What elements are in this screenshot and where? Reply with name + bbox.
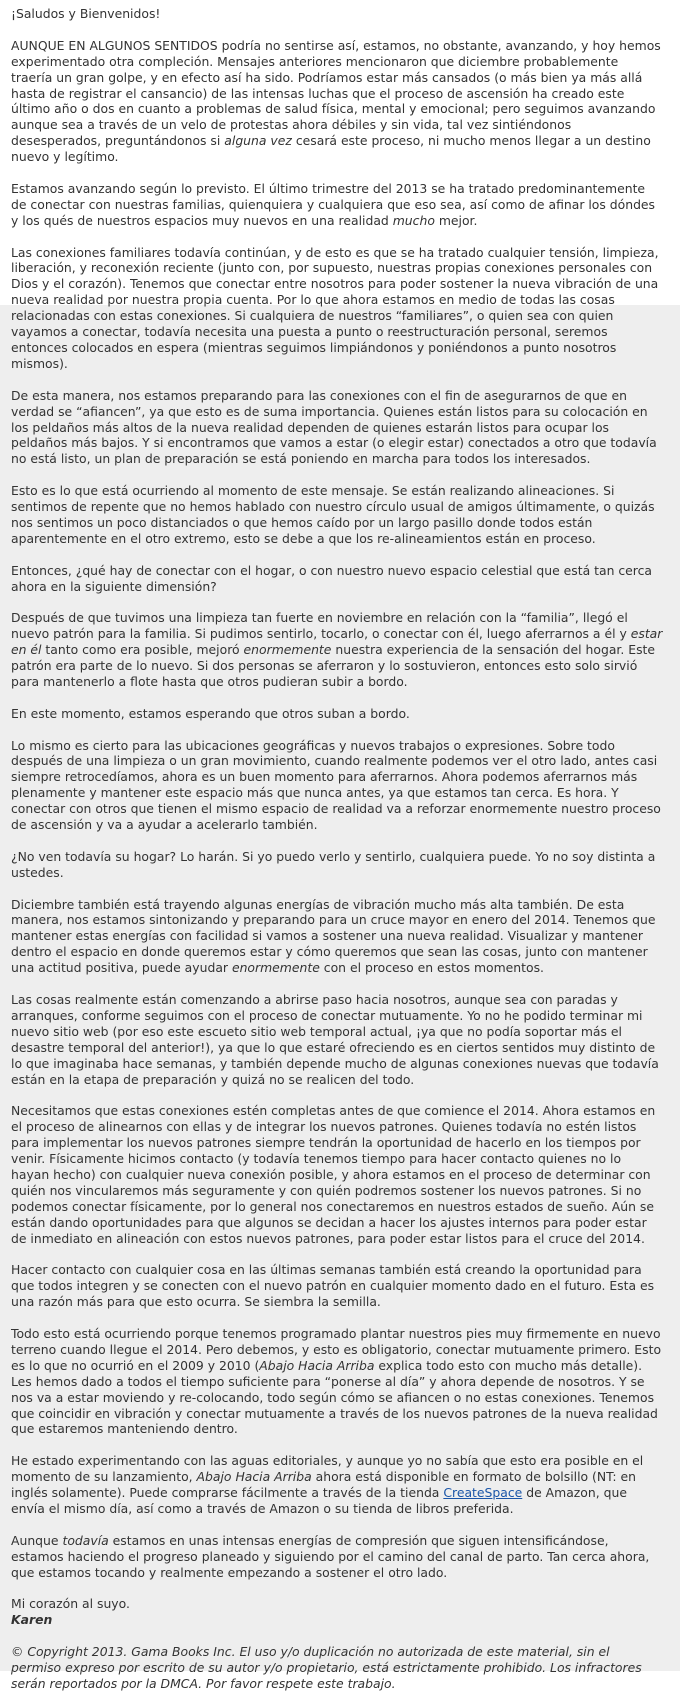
signature: Karen <box>11 1612 53 1628</box>
emphasis: enormemente <box>243 642 332 658</box>
paragraph-10: ¿No ven todavía su hogar? Lo harán. Si yo puedo verlo y sentirlo, cualquiera puede. Yo no soy distinta a ustedes. <box>11 848 656 880</box>
article-body <box>11 6 663 1708</box>
paragraph-3: Las conexiones familiares todavía continúan, y de esto es que se ha tratado cualquier tensión, limpieza, liberación, y reconexión reciente (junto con, por supuesto, nuestras propias conexiones personales con Dios y el corazón). Tenemos que conectar entre nosotros para poder sostener la nueva vibración de una nueva realidad por nuestra propia cuenta. Por lo que ahora estamos en medio de todas las cosas relacionadas con estas conexiones. Si cualquiera de nuestros “familiares”, o quien sea con quien vayamos a conectar, todavía necesita una puesta a punto o reestructuración personal, seremos entonces colocados en espera (mientras seguimos limpiándonos y poniéndonos a punto nosotros mismos). <box>11 244 659 371</box>
copyright-notice: © Copyright 2013. Gama Books Inc. El uso y/o duplicación no autorizada de este material, sin el permiso expreso por escrito de su autor y/o propietario, está estrictamente prohibido. Los infractores serán reportados por la DMCA. Por favor respete este trabajo. <box>11 1644 642 1691</box>
createspace-link[interactable]: CreateSpace <box>443 1485 523 1501</box>
book-title: Abajo Hacia Arriba <box>259 1357 375 1373</box>
closing-block <box>11 1596 663 1628</box>
paragraph-8: En este momento, estamos esperando que otros suban a bordo. <box>11 705 410 721</box>
emphasis: mucho <box>392 212 435 228</box>
paragraph-9: Lo mismo es cierto para las ubicaciones geográficas y nuevos trabajos o expresiones. Sobre todo después de una limpieza o un gran movimiento, cuando realmente podemos ver el otro lado, antes casi siempre retrocedíamos, ahora es un buen momento para aferrarnos. Ahora podemos aferrarnos más plenamente y mantener este espacio más que nunca antes, ya que estamos tan cerca. Es hora. Y conectar con otros que tienen el mismo espacio de realidad va a reforzar enormemente nuestro proceso de ascensión y va a ayudar a acelerarlo también. <box>11 737 661 833</box>
book-title: Abajo Hacia Arriba <box>196 1469 312 1485</box>
paragraph-13: Necesitamos que estas conexiones estén completas antes de que comience el 2014. Ahora estamos en el proceso de alinearnos con ellas y de integrar los nuevos patrones. Quienes todavía no estén listos para implementar los nuevos patrones siempre tendrán la oportunidad de hacerlo en los tiempos por venir. Físicamente hicimos contacto (y todavía tenemos tiempo para hacer contacto quienes no lo hayan hecho) con cualquier nueva conexión posible, y ahora estamos en el proceso de determinar con quién nos vincularemos más seguramente y con quién podremos sostener los nuevos patrones. Si no podemos conectar físicamente, por lo general nos conectaremos en nuestros estados de sueño. Aún se están dando oportunidades para que algunos se decidan a hacer los ajustes internos para poder estar de inmediato en alineación con estos nuevos patrones, para poder estar listos para el cruce del 2014. <box>11 1103 656 1246</box>
emphasis: todavía <box>62 1532 109 1548</box>
paragraph-12: Las cosas realmente están comenzando a abrirse paso hacia nosotros, aunque sea con paradas y arranques, conforme seguimos con el proceso de conectar mutuamente. Yo no he podido terminar mi nuevo sitio web (por eso este escueto sitio web temporal actual, ¡ya que no podía soportar más el desastre temporal del anterior!), ya que lo que estaré ofreciendo es en ciertos sentidos muy distinto de lo que imaginaba hace semanas, y también depende mucho de algunas conexiones nuevas que todavía están en la etapa de preparación y quizá no se realicen del todo. <box>11 992 659 1087</box>
emphasis: enormemente <box>231 960 320 976</box>
paragraph-17: Aunque todavía estamos en unas intensas energías de compresión que siguen intensificándose, estamos haciendo el progreso planeado y siguiendo por el camino del canal de parto. Tan cerca ahora, que estamos tocando y realmente empezando a sostener el otro lado. <box>11 1532 650 1580</box>
emphasis: estar en él <box>11 626 663 658</box>
paragraph-1: AUNQUE EN ALGUNOS SENTIDOS podría no sentirse así, estamos, no obstante, avanzando, y hoy hemos experimentado otra compleción. Mensajes anteriores mencionaron que diciembre probablemente traería un gran golpe, y en efecto así ha sido. Podríamos estar más cansados (o más bien ya más allá hasta de registrar el cansancio) de las intensas luchas que el proceso de ascensión ha creado este último año o dos en cuanto a problemas de salud física, mental y emocional; pero seguimos avanzando aunque sea a través de un velo de protestas ahora débiles y sin vida, tal vez sintiéndonos desesperados, preguntándonos si alguna vez cesará este proceso, ni mucho menos llegar a un destino nuevo y legítimo. <box>11 37 661 165</box>
paragraph-11: Diciembre también está trayendo algunas energías de vibración mucho más alta también. De esta manera, nos estamos sintonizando y preparando para un cruce mayor en enero del 2014. Tenemos que mantener estas energías con facilidad si vamos a sostener una nueva realidad. Visualizar y mantener dentro el espacio en donde queremos estar y cómo queremos que sean las cosas, junto con mantener una actitud positiva, puede ayudar enormemente con el proceso en estos momentos. <box>11 896 656 976</box>
paragraph-4: De esta manera, nos estamos preparando para las conexiones con el fin de asegurarnos de que en verdad se “afiancen”, ya que esto es de suma importancia. Quienes están listos para su colocación en los peldaños más altos de la nueva realidad dependen de quienes estarán listos para ocupar los peldaños más bajos. Y si encontramos que vamos a estar (o elegir estar) conectados a otro que todavía no está listo, un plan de preparación se está poniendo en marcha para todos los interesados. <box>11 387 657 467</box>
paragraph-16: He estado experimentando con las aguas editoriales, y aunque yo no sabía que esto era posible en el momento de su lanzamiento, Abajo Hacia Arriba ahora está disponible en formato de bolsillo (NT: en inglés solamente). Puede comprarse fácilmente a través de la tienda CreateSpace de Amazon, que envía el mismo día, así como a través de Amazon o su tienda de libros preferida. <box>11 1453 644 1516</box>
paragraph-14: Hacer contacto con cualquier cosa en las últimas semanas también está creando la oportunidad para que todos integren y se conecten con el nuevo patrón en cualquier momento dado en el futuro. Esta es una razón más para que esto ocurra. Se siembra la semilla. <box>11 1262 655 1310</box>
paragraph-15: Todo esto está ocurriendo porque tenemos programado plantar nuestros pies muy firmemente en nuevo terreno cuando llegue el 2014. Pero debemos, y esto es obligatorio, conectar mutuamente primero. Esto es lo que no ocurrió en el 2009 y 2010 (Abajo Hacia Arriba explica todo esto con mucho más detalle). Les hemos dado a todos el tiempo suficiente para “ponerse al día” y ahora depende de nosotros. Y se nos va a estar moviendo y re-colocando, todo según cómo se afiancen o no estas conexiones. Tenemos que coincidir en vibración y conectar mutuamente a través de los nuevos patrones de la nueva realidad que estaremos manteniendo dentro. <box>11 1325 662 1437</box>
paragraph-5: Esto es lo que está ocurriendo al momento de este mensaje. Se están realizando alineaciones. Si sentimos de repente que no hemos hablado con nuestro círculo usual de amigos últimamente, o quizás nos sentimos un poco distanciados o que hemos caído por un largo pasillo donde todos están aparentemente en el otro extremo, esto se debe a que los re-alineamientos están en proceso. <box>11 483 655 546</box>
closing-line: Mi corazón al suyo. <box>11 1596 130 1612</box>
paragraph-2: Estamos avanzando según lo previsto. El último trimestre del 2013 se ha tratado predominantemente de conectar con nuestras familias, quienquiera y cualquiera que eso sea, así como de afinar los dóndes y los qués de nuestros espacios muy nuevos en una realidad mucho mejor. <box>11 180 656 228</box>
paragraph-6: Entonces, ¿qué hay de conectar con el hogar, o con nuestro nuevo espacio celestial que está tan cerca ahora en la siguiente dimensión? <box>11 562 653 594</box>
paragraph-7: Después de que tuvimos una limpieza tan fuerte en noviembre en relación con la “familia”, llegó el nuevo patrón para la familia. Si pudimos sentirlo, tocarlo, o conectar con él, luego aferrarnos a él y estar en él tanto como era posible, mejoró enormemente nuestra experiencia de la sensación del hogar. Este patrón era parte de lo nuevo. Si dos personas se aferraron y lo sostuvieron, entonces esto solo sirvió para mantenerlo a flote hasta que otros pudieran subir a bordo. <box>11 610 663 689</box>
lead-in: AUNQUE EN ALGUNOS SENTIDOS <box>11 37 218 53</box>
greeting: ¡Saludos y Bienvenidos! <box>11 6 161 21</box>
emphasis: alguna vez <box>224 133 292 149</box>
